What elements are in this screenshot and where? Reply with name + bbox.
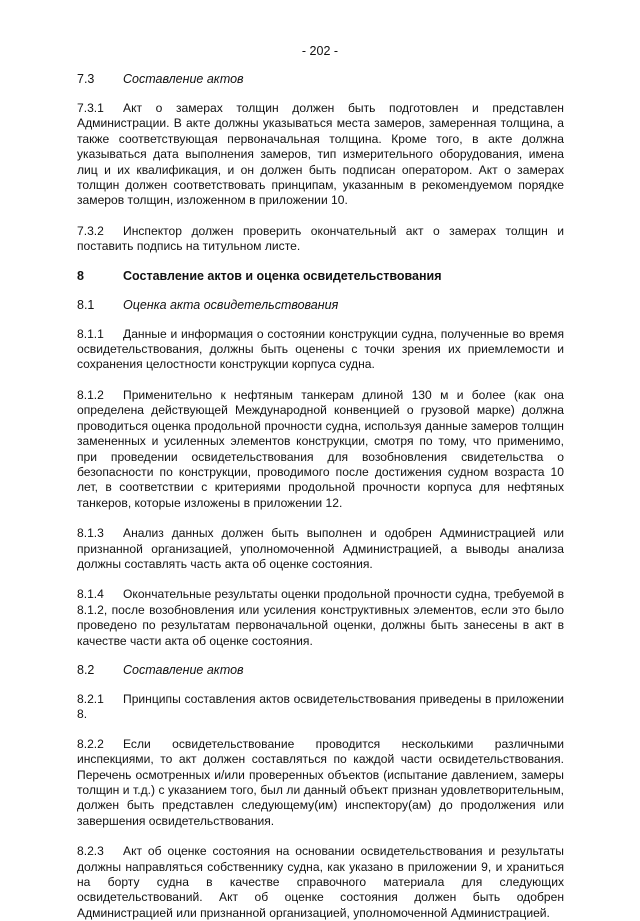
paragraph-8-1-2 (77, 388, 564, 511)
paragraph-text: Акт об оценке состояния на основании освидетельствования и результаты должны направляться собственнику судна, как указано в приложении 9, и храниться на борту судна в качестве справочного материала для следующих освидетельствований. Акт об оценке состояния должен быть одобрен Администрацией или признанной организацией, уполномоченной Администрацией. (77, 844, 564, 920)
section-title: Оценка акта освидетельствования (123, 297, 339, 312)
section-title: Составление актов (123, 72, 244, 86)
section-number: 8.2 (77, 662, 95, 677)
chapter-heading-8 (77, 269, 564, 284)
page-number: - 202 - (301, 44, 339, 58)
section-heading-7-3 (77, 72, 564, 87)
paragraph-text: Если освидетельствование проводится несколькими различными инспекциями, то акт должен составляться по каждой части освидетельствования. Перечень осмотренных и/или проверенных объектов (испытание давлением, замеры толщин и т.д.) с указанием того, был ли данный объект признан удовлетворительным, должен быть представлен следующему(им) инспектору(ам) до продолжения или завершения освидетельствования. (77, 736, 564, 828)
paragraph-text: Акт о замерах толщин должен быть подготовлен и представлен Администрации. В акте должны указываться места замеров, замеренная толщина, а также соответствующая первоначальная толщина. Кроме того, в акте должна указываться дата выполнения замеров, тип измерительного оборудования, имена лиц и их квалификация, и он должен быть подписан оператором. Акт о замерах толщин должен соответствовать принципам, указанным в рекомендуемом порядке замеров толщин, изложенном в приложении 10. (77, 101, 564, 208)
paragraph-text: Применительно к нефтяным танкерам длиной 130 м и более (как она определена действующей Международной конвенцией о грузовой марке) должна проводиться оценка продольной прочности судна, используя данные замеров толщин замененных и усиленных элементов конструкции, смотря по тому, что применимо, при проведении освидетельствования для возобновления свидетельства о безопасности по конструкции, проводимого после достижения судном возраста 10 лет, в соответствии с критериями продольной прочности корпуса для нефтяных танкеров, которые изложены в приложении 12. (77, 387, 564, 510)
paragraph-number: 7.3.2 (77, 223, 104, 238)
section-heading-8-1 (77, 298, 564, 313)
paragraph-number: 8.2.3 (77, 844, 104, 859)
section-heading-8-2 (77, 663, 564, 678)
paragraph-text: Окончательные результаты оценки продольной прочности судна, требуемой в 8.1.2, после возобновления или усиления конструктивных элементов, если это было проведено по результатам первоначальной оценки, должны быть занесены в акт в качестве части акта об оценке состояния. (77, 587, 564, 648)
section-title: Составление актов (123, 662, 244, 677)
paragraph-8-2-2 (77, 737, 564, 829)
paragraph-7-3-2 (77, 224, 564, 255)
paragraph-number: 8.1.3 (77, 526, 104, 541)
paragraph-number: 8.1.2 (77, 387, 104, 402)
paragraph-8-2-1 (77, 692, 564, 723)
paragraph-text: Принципы составления актов освидетельствования приведены в приложении 8. (77, 691, 564, 722)
section-title: Составление актов и оценка освидетельствования (123, 268, 442, 283)
document-body (77, 72, 564, 921)
paragraph-text: Данные и информация о состоянии конструкции судна, полученные во время освидетельствования, должны быть оценены с точки зрения их приемлемости и сохранения целостности конструкции корпуса судна. (77, 326, 564, 372)
paragraph-text: Анализ данных должен быть выполнен и одобрен Администрацией или признанной организацией, уполномоченной Администрацией, а выводы анализа должны составлять часть акта об оценке состояния. (77, 526, 564, 571)
paragraph-number: 8.2.1 (77, 691, 104, 706)
section-number: 8 (77, 268, 84, 283)
paragraph-8-1-3 (77, 526, 564, 572)
paragraph-text: Инспектор должен проверить окончательный акт о замерах толщин и поставить подпись на титульном листе. (77, 223, 564, 254)
paragraph-number: 8.1.1 (77, 326, 104, 341)
section-number: 7.3 (77, 72, 95, 86)
paragraph-8-2-3 (77, 844, 564, 921)
paragraph-number: 7.3.1 (77, 101, 104, 115)
paragraph-8-1-1 (77, 327, 564, 373)
paragraph-7-3-1 (77, 101, 564, 209)
section-number: 8.1 (77, 297, 95, 312)
paragraph-8-1-4 (77, 587, 564, 649)
paragraph-number: 8.1.4 (77, 587, 104, 602)
paragraph-number: 8.2.2 (77, 736, 104, 751)
